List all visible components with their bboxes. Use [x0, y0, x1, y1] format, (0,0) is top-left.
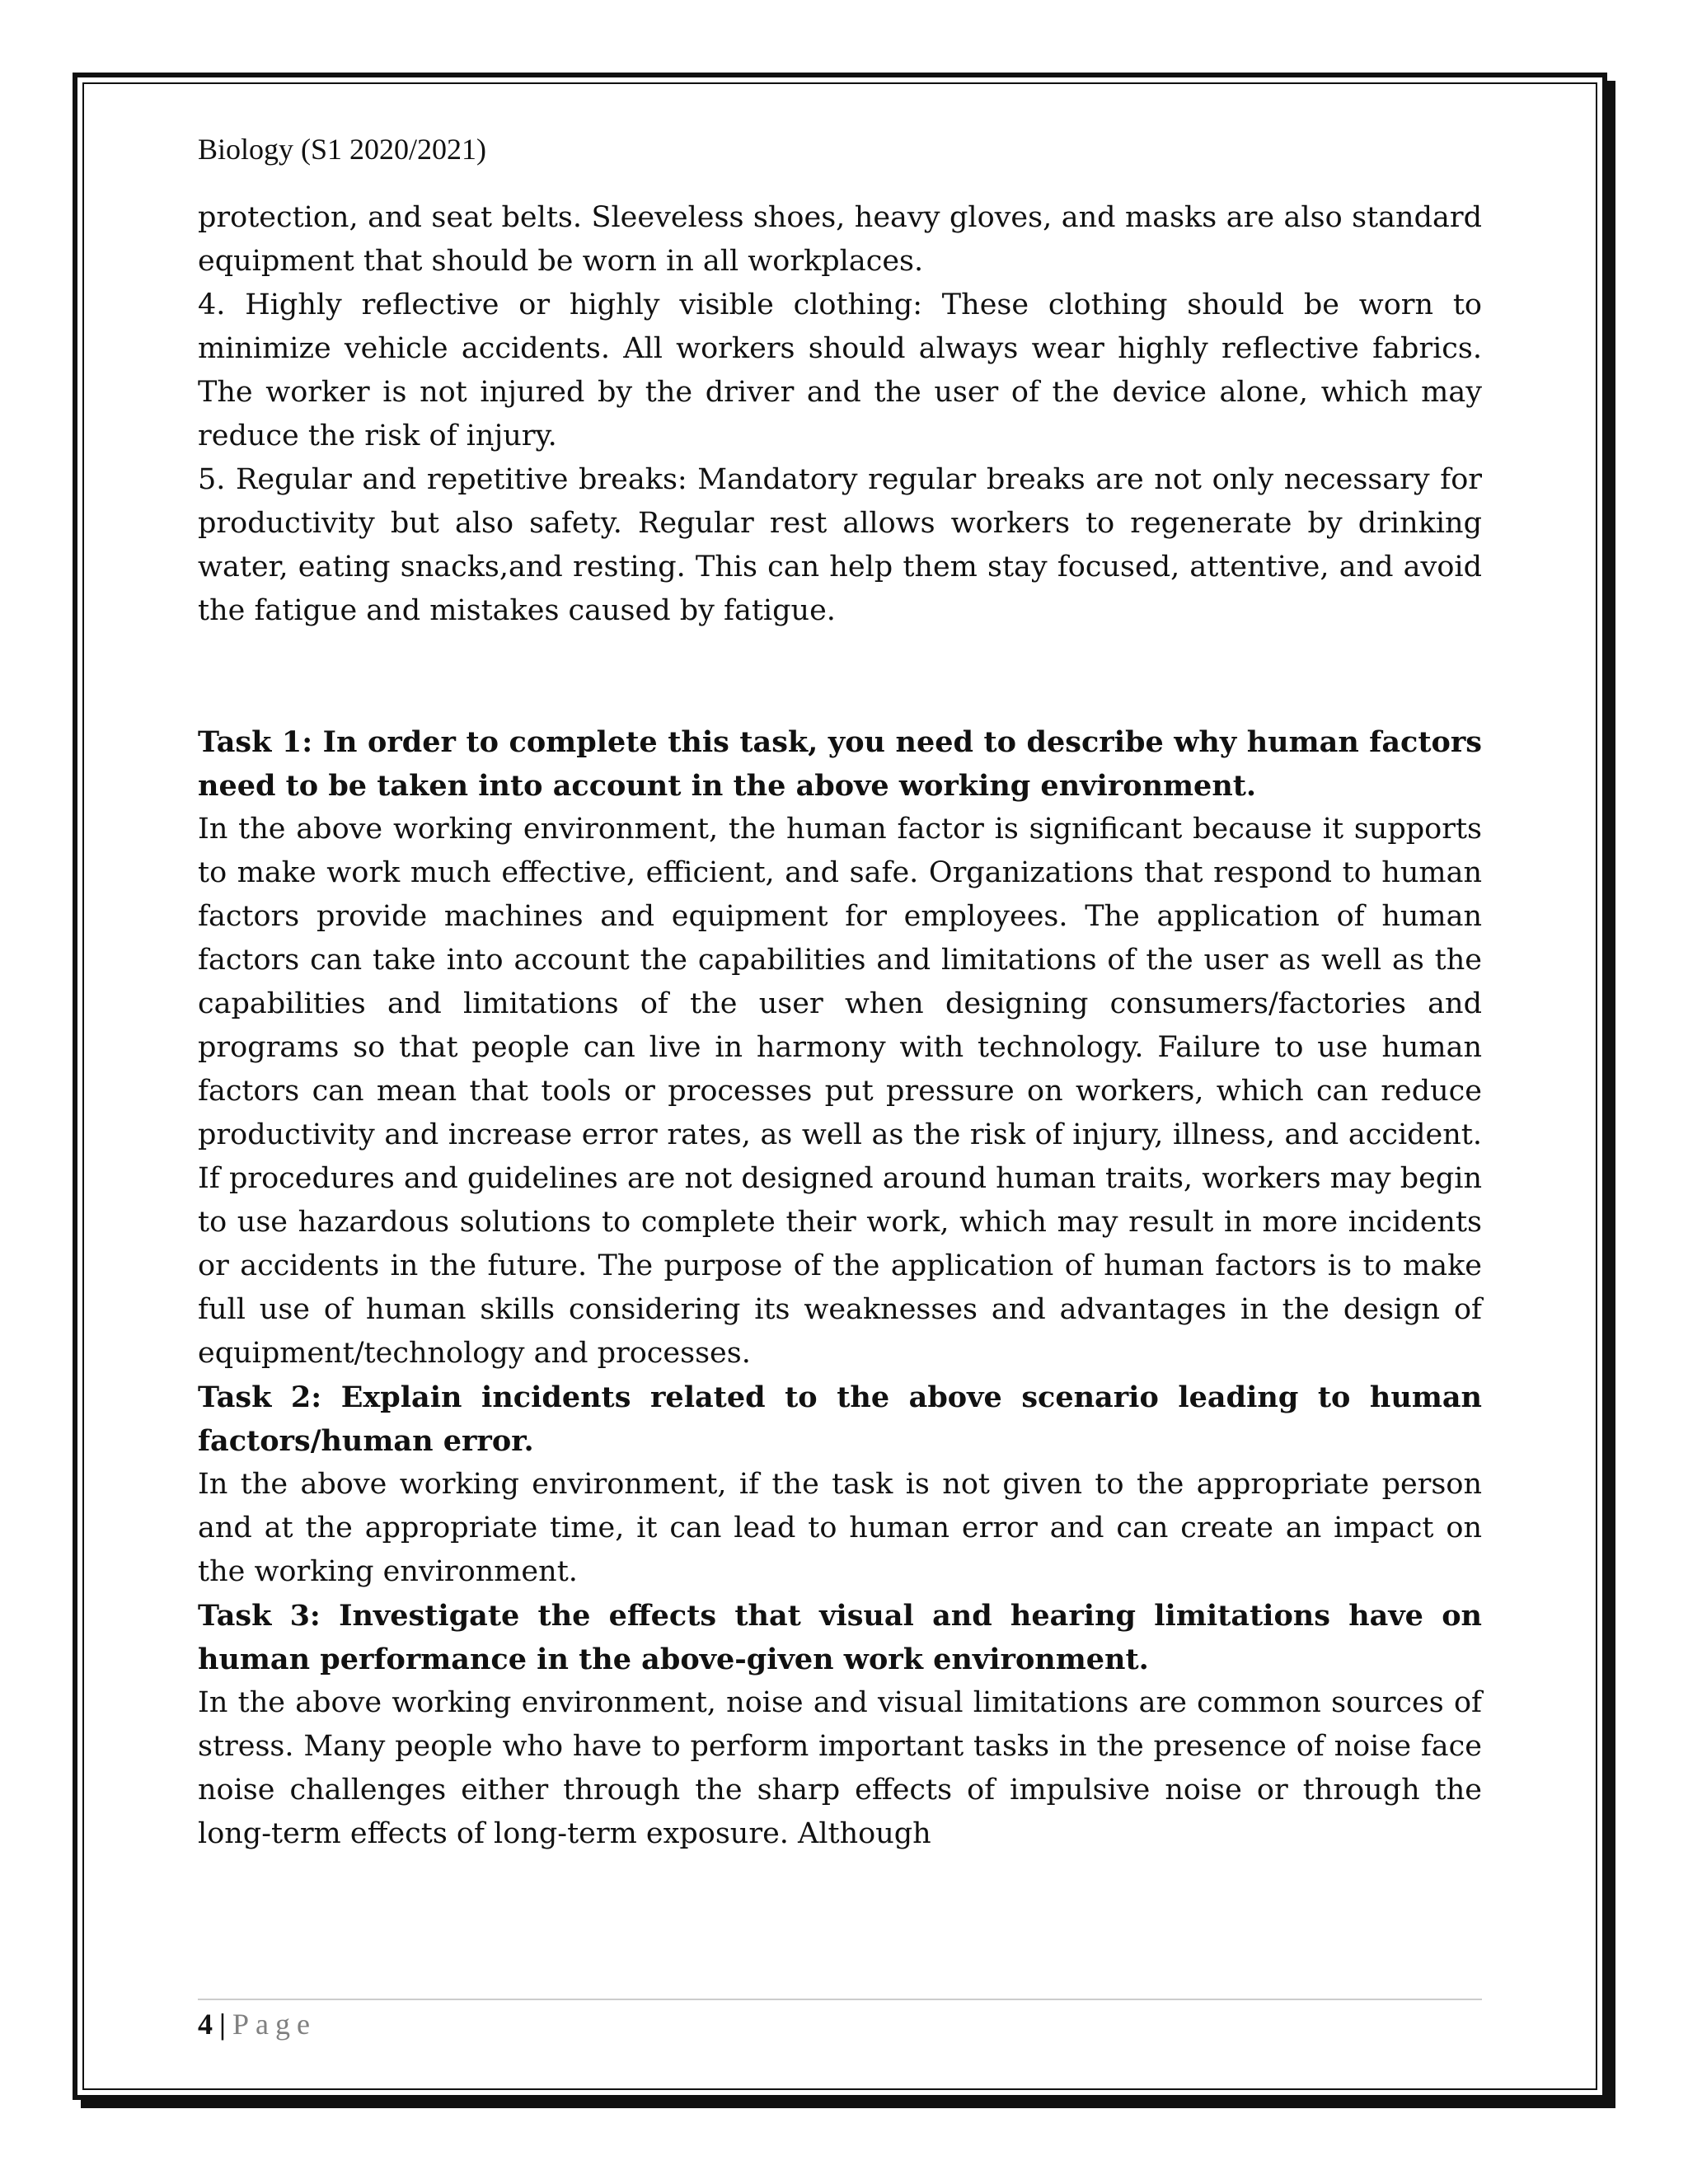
page-label: Page [232, 2008, 316, 2041]
task-3-heading: Task 3: Investigate the effects that visual and hearing limitations have on human performance in the above-given work environment. [198, 1599, 1482, 1676]
document-body [198, 196, 1482, 1856]
task-2-answer: In the above working environment, if the task is not given to the appropriate person and at the appropriate time, it can lead to human error and can create an impact on the working environment. [198, 1468, 1482, 1588]
page-number: 4 [198, 2008, 213, 2041]
page-footer [198, 2007, 316, 2042]
section-spacer [198, 633, 1482, 720]
task-1-answer: In the above working environment, the human factor is significant because it supports to make work much effective, efficient, and safe. Organizations that respond to human factors provide machines and equipment for employees. The application of human factors can take into account the capabilities and limitations of the user as well as the capabilities and limitations of the user when designing consumers/factories and programs so that people can live in harmony with technology. Failure to use human factors can mean that tools or processes put pressure on workers, which can reduce productivity and increase error rates, as well as the risk of injury, illness, and accident. If procedures and guidelines are not designed around human traits, workers may begin to use hazardous solutions to complete their work, which may result in more incidents or accidents in the future. The purpose of the application of human factors is to make full use of human skills considering its weaknesses and advantages in the design of equipment/technology and processes. [198, 813, 1482, 1370]
paragraph-regular-breaks: 5. Regular and repetitive breaks: Mandatory regular breaks are not only necessary for productivity but also safety. Regular rest allows workers to regenerate by drinking water, eating snacks,and resting. This can help them stay focused, attentive, and avoid the fatigue and mistakes caused by fatigue. [198, 463, 1482, 627]
footer-separator: | [219, 2008, 226, 2041]
footer-divider [198, 1999, 1482, 2000]
document-header: Biology (S1 2020/2021) [198, 133, 487, 166]
paragraph-ppe-continuation: protection, and seat belts. Sleeveless shoes, heavy gloves, and masks are also standard equipment that should be worn in all workplaces. [198, 201, 1482, 278]
task-3-answer: In the above working environment, noise and visual limitations are common sources of stress. Many people who have to perform important tasks in the presence of noise face noise challenges either through the sharp effects of impulsive noise or through the long-term effects of long-term exposure. Although [198, 1686, 1482, 1850]
task-2-heading: Task 2: Explain incidents related to the above scenario leading to human factors/human error. [198, 1380, 1482, 1458]
paragraph-reflective-clothing: 4. Highly reflective or highly visible clothing: These clothing should be worn to minimize vehicle accidents. All workers should always wear highly reflective fabrics. The worker is not injured by the driver and the user of the device alone, which may reduce the risk of injury. [198, 288, 1482, 452]
task-1-heading: Task 1: In order to complete this task, you need to describe why human factors need to be taken into account in the above working environment. [198, 725, 1482, 803]
